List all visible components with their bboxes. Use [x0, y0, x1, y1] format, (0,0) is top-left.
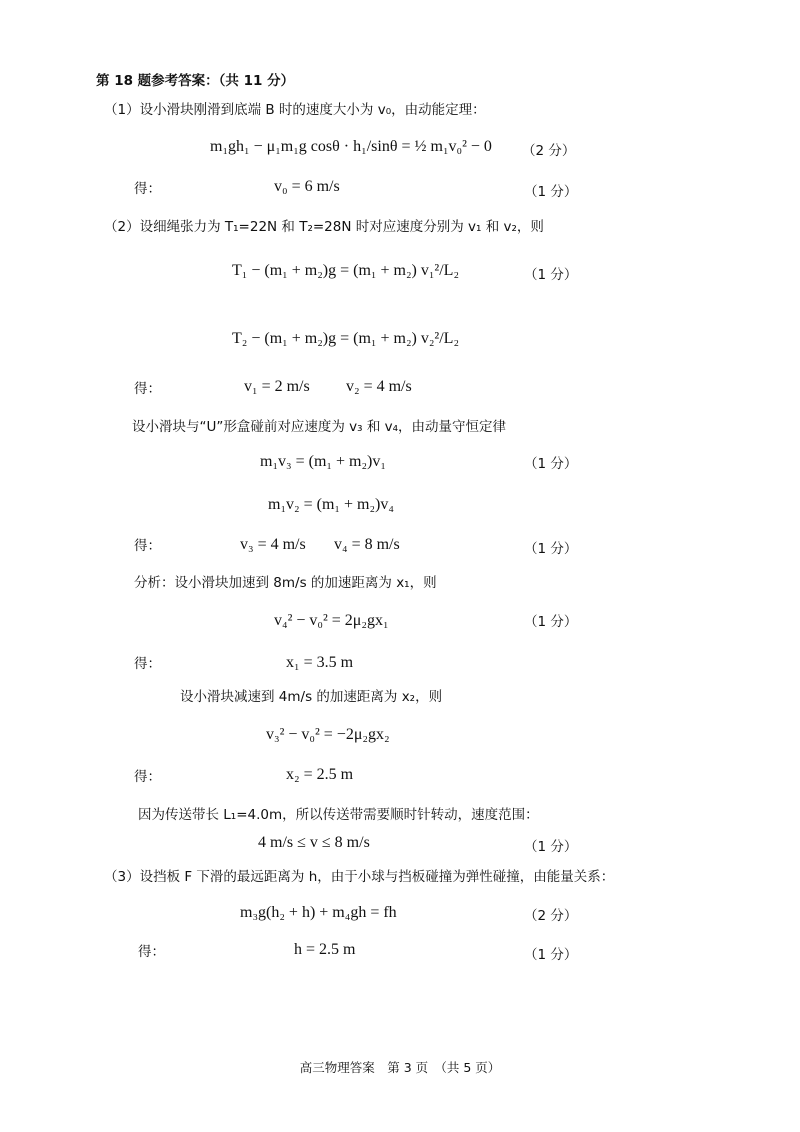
- result-h: h = 2.5 m: [294, 941, 356, 958]
- result-label: 得：: [134, 381, 161, 397]
- result-v4: v₄ = 8 m/s: [334, 536, 400, 553]
- result-label: 得：: [138, 944, 165, 960]
- part3-intro: （3）设挡板 F 下滑的最远距离为 h，由于小球与挡板碰撞为弹性碰撞，由能量关系：: [104, 869, 615, 885]
- page-footer: 高三物理答案 第 3 页 （共 5 页）: [299, 1060, 501, 1075]
- score-label: （1 分）: [524, 839, 578, 855]
- score-label: （1 分）: [524, 614, 578, 630]
- score-label: （1 分）: [524, 456, 578, 472]
- part1-intro: （1）设小滑块刚滑到底端 B 时的速度大小为 v₀，由动能定理：: [104, 102, 486, 118]
- answer-heading: 第 18 题参考答案：（共 11 分）: [96, 73, 295, 89]
- equation-tension-1: T₁ − (m₁ + m₂)g = (m₁ + m₂) v₁²/L₂: [232, 262, 460, 279]
- equation-momentum-2: m₁v₂ = (m₁ + m₂)v₄: [268, 496, 394, 513]
- analysis-decelerate: 设小滑块减速到 4m/s 的加速距离为 x₂，则: [180, 689, 443, 705]
- equation-accelerate: v₄² − v₀² = 2μ₂gx₁: [274, 612, 389, 629]
- analysis-accelerate: 分析：设小滑块加速到 8m/s 的加速距离为 x₁，则: [134, 575, 437, 591]
- result-v0: v₀ = 6 m/s: [274, 178, 340, 195]
- result-x2: x₂ = 2.5 m: [286, 766, 354, 783]
- momentum-intro: 设小滑块与“U”形盒碰前对应速度为 v₃ 和 v₄，由动量守恒定律: [132, 419, 507, 435]
- equation-tension-2: T₂ − (m₁ + m₂)g = (m₁ + m₂) v₂²/L₂: [232, 330, 460, 347]
- score-label: （2 分）: [524, 908, 578, 924]
- equation-decelerate: v₃² − v₀² = −2μ₂gx₂: [266, 726, 390, 743]
- score-label: （1 分）: [524, 541, 578, 557]
- part2-intro: （2）设细绳张力为 T₁=22N 和 T₂=28N 时对应速度分别为 v₁ 和 v₂，则: [104, 219, 544, 235]
- equation-energy-relation: m₃g(h₂ + h) + m₄gh = fh: [240, 904, 397, 921]
- score-label: （1 分）: [524, 184, 578, 200]
- result-label: 得：: [134, 538, 161, 554]
- belt-analysis: 因为传送带长 L₁=4.0m，所以传送带需要顺时针转动，速度范围：: [138, 807, 539, 823]
- result-v1: v₁ = 2 m/s: [244, 378, 310, 395]
- result-label: 得：: [134, 769, 161, 785]
- result-label: 得：: [134, 181, 161, 197]
- result-v2: v₂ = 4 m/s: [346, 378, 412, 395]
- result-label: 得：: [134, 656, 161, 672]
- result-x1: x₁ = 3.5 m: [286, 654, 354, 671]
- score-label: （1 分）: [524, 947, 578, 963]
- equation-speed-range: 4 m/s ≤ v ≤ 8 m/s: [258, 834, 370, 851]
- equation-momentum-1: m₁v₃ = (m₁ + m₂)v₁: [260, 453, 386, 470]
- equation-energy-theorem: m₁gh₁ − μ₁m₁g cosθ · h₁/sinθ = ½ m₁v₀² − 0: [210, 138, 492, 155]
- score-label: （1 分）: [524, 267, 578, 283]
- result-v3: v₃ = 4 m/s: [240, 536, 306, 553]
- score-label: （2 分）: [522, 143, 576, 159]
